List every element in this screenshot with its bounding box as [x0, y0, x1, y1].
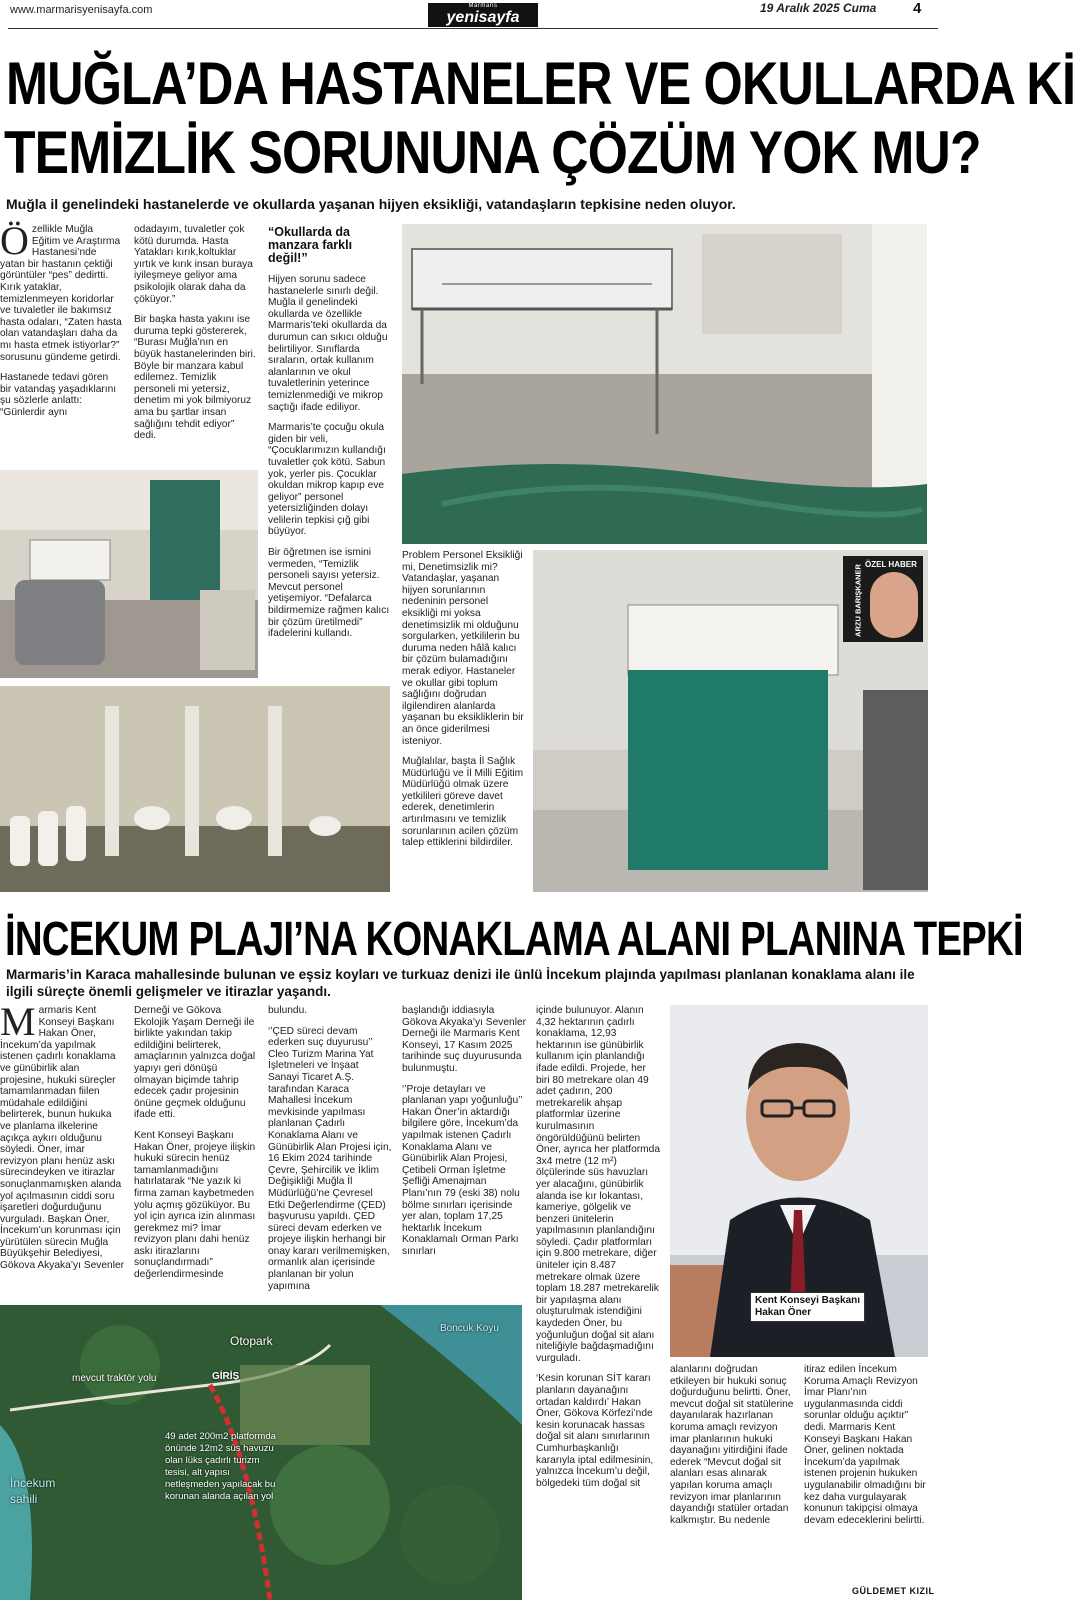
- article2-author-credit: GÜLDEMET KIZIL: [852, 1586, 935, 1596]
- article2-col3: [268, 1005, 392, 1301]
- article2-col3-p2: ‘’ÇED süreci devam ederken suç duyurusu’’ Cleo Turizm Marina Yat İşletmeleri ve İnşaat Sanayi Ticaret A.Ş. tarafından Karaca Mahallesi İncekum mevkisinde yapılması planlanan Çadırlı Konaklama Alanı ve Günübirlik Alan Projesi için, 16 Ekim 2024 tarihinde Çevre, Şehircilik ve İklim Değişikliği Muğla İl Müdürlüğü’ne Çevresel Etki Değerlendirme (ÇED) başvurusu yapıldı. ÇED süreci devam ederken ve projeye ilişkin herhangi bir onay kararı verilmemişken, ormanlık alan içerisinde planlanan bir yolun yapımına: [268, 1025, 392, 1292]
- article1-col2: [134, 224, 258, 451]
- article1-col3-p2: Marmaris’te çocuğu okula giden bir veli, “Çocuklarımızın kullandığı tuvaletler çok kötü. Sabun yok, yerler pis. Çocuklar okuldan mikrop kapıp eve geliyor” personel yetersizliğinden dolayı velilerin tepkisi çığ gibi büyüyor.: [268, 422, 386, 538]
- dropcap-m: M: [0, 999, 36, 1044]
- page-number: 4: [913, 0, 922, 17]
- author-badge: [843, 556, 923, 642]
- hospital-room-illustration: [0, 470, 258, 678]
- article1-col4: [402, 550, 526, 858]
- article1-col4-p2: Muğlalılar, başta İl Sağlık Müdürlüğü ve İl Milli Eğitim Müdürlüğü olmak üzere yetkilileri göreve davet ederek, denetimlerin artırılmasını ve temizlik sorunlarının acilen çözüm talep ettiklerini bildirdiler.: [402, 756, 524, 849]
- article1-col1: [0, 218, 122, 428]
- issue-date: 19 Aralık 2025 Cuma: [760, 1, 877, 15]
- article1-col1-p1: zellikle Muğla Eğitim ve Araştırma Hastanesi’nde yatan bir hastanın çektiği görüntüler “pes” dedirtti. Kırık yataklar, temizlenmeyen koridorlar ve tuvaletler ile bakımsız hasta odaları, “Zaten hasta olan vatandaşları daha da mı hasta etmek istiyorlar?” sorusunu gündeme getirdi.: [0, 224, 122, 363]
- article1-col4-p1: Problem Personel Eksikliği mi, Denetimsizlik mi?Vatandaşlar, yaşanan hijyen sorunlarının nedeninin personel eksikliği mi yoksa denetimsizlik mi olduğunu sorgularken, yetkililerin bu duruma neden hâlâ kalıcı bir çözüm bulamadığını merak ediyor. Hastaneler ve okullar gibi toplum sağlığını doğrudan ilgilendiren alanlarda yaşanan bu eksikliklerin bir an önce giderilmesi isteniyor.: [402, 550, 524, 747]
- map-label-giris: GİRİŞ: [212, 1371, 240, 1382]
- article1-col3: [268, 226, 392, 649]
- toilets-illustration: [0, 686, 390, 892]
- map-label-plan-note: 49 adet 200m2 platformda önünde 12m2 süs havuzu olan lüks çadırlı turizm tesisi, alt yapısı netleşmeden yapılacak bu korunan alanda açılan yol: [165, 1431, 276, 1502]
- article1-headline-line2: TEMİZLİK SORUNUNA ÇÖZÜM YOK MU?: [4, 119, 981, 186]
- author-tag: ÖZEL HABER: [865, 560, 917, 569]
- article2-col6: [670, 1364, 794, 1535]
- article1-col3-p1: Hijyen sorunu sadece hastanelerle sınırlı değil. Muğla il genelindeki okullarda ve özellikle Marmaris’teki okullarda da durumun can sıkıcı olduğu belirtiliyor. Sınıflarda sıraların, ortak kullanım alanlarının ve okul tuvaletlerinin yeterince temizlenmediği ve mikrop saçtığı ifade ediliyor.: [268, 274, 388, 413]
- dropcap-o: Ö: [0, 218, 29, 263]
- hospital-bed-illustration: [402, 224, 927, 544]
- article2-col7-text: itiraz edilen İncekum Koruma Amaçlı Revizyon İmar Planı’nın uygulanmasında ciddi sorunlar olduğu açıktır” dedi. Marmaris Kent Konseyi Başkanı Hakan Öner, gelinen noktada İncekum’da yapılmak istenen projenin hukuken uygulanabilir olmadığını bir kez daha vurgulayarak konunun takipçisi olmaya devam edeceklerini belirtti.: [804, 1364, 926, 1526]
- article2-col7: [804, 1364, 928, 1535]
- article2-col5-p2: ‘Kesin korunan SİT kararı planların dayanağını ortadan kaldırdı’ Hakan Öner, Gökova Körfezi’nde kesin korunacak hassas doğal sit alanı sınırlarının Cumhurbaşkanlığı kararıyla iptal edilmesinin, yalnızca İncekum’u değil, bölgedeki tüm doğal sit: [536, 1373, 654, 1489]
- article2-col5: [536, 1005, 660, 1498]
- portrait-caption-line1: Kent Konseyi Başkanı: [755, 1295, 861, 1306]
- article1-col1-p2: Hastanede tedavi gören bir vatandaş yaşadıklarını şu sözlerle anlattı: “Günlerdir aynı: [0, 372, 117, 418]
- photo-hakan-oner: [670, 1005, 928, 1357]
- photo-hospital-bed: [402, 224, 927, 544]
- portrait-caption-line2: Hakan Öner: [755, 1307, 812, 1318]
- photo-hospital-room: [0, 470, 258, 678]
- article1-col2-p1: odadayım, tuvaletler çok kötü durumda. Hasta Yatakları kırık,koltuklar yırtık ve kırık insan buraya iyileşmeye geliyor ama psikolojik olarak daha da çöküyor.”: [134, 224, 253, 305]
- map-label-incekum: İncekum sahili: [10, 1476, 56, 1506]
- article1-headline-line1: MUĞLA’DA HASTANELER VE OKULLARDA Kİ: [6, 50, 1075, 117]
- article1-col2-p2: Bir başka hasta yakını ise duruma tepki göstererek, “Burası Muğla’nın en büyük hastanelerinden biri. Böyle bir manzara kabul edilemez. Temizlik personeli mi yetersiz, denetim mi yok bilmiyoruz ama bu şartlar insan sağlığını tehdit ediyor” dedi.: [134, 314, 256, 442]
- photo-aerial-map: [0, 1305, 522, 1600]
- article2-col2-p1: Derneği ve Gökova Ekolojik Yaşam Derneği ile birlikte yakından takip edildiğini belirterek, amaçlarının yalnızca doğal yapıyı geri dönüşü olmayan biçimde tahrip edecek çadır projesinin önüne geçmek olduğunu ifade etti.: [134, 1005, 256, 1121]
- header-divider: [8, 28, 938, 29]
- article2-headline: İNCEKUM PLAJI’NA KONAKLAMA ALANI PLANINA TEPKİ: [5, 913, 1023, 966]
- article2-col4: [402, 1005, 526, 1266]
- article2-subtitle: Marmaris’in Karaca mahallesinde bulunan ve eşsiz koyları ve turkuaz denizi ile ünlü İncekum plajında yapılması planlanan konaklama alanı ile ilgili süreçte önemli gelişmeler ve itirazlar yaşandı.: [6, 967, 915, 999]
- article2-col1: [0, 999, 125, 1281]
- photo-school-toilets: [0, 686, 390, 892]
- article2-col2: [134, 1005, 258, 1290]
- logo-big-text: yenisayfa: [446, 9, 520, 26]
- logo-small-text: Marmaris: [468, 3, 498, 9]
- article1-col3-subhead: “Okullarda da manzara farklı değil!”: [268, 225, 353, 265]
- article2-col5-p1: içinde bulunuyor. Alanın 4,32 hektarının çadırlı konaklama, 12,93 hektarının ise günübirlik kullanım için planlandığı ifade edildi. Projede, her biri 80 metrekare olan 49 adet çadırın, 200 metrekarelik ahşap platformlar üzerine kurulmasının öngörüldüğünü belirten Öner, ayrıca her platformda 3x4 metre (12 m²) ölçülerinde süs havuzları yer alacağını, günübirlik alanda ise kır lokantası, kameriye, gölgelik ve benzeri ünitelerin yapılmasının planlandığını söyledi. Çadır platformları için 9.800 metrekare, diğer üniteler için 8.487 metrekare olmak üzere toplam 18.287 metrekarelik bir yapılaşma alanı oluşturulmak istendiğini kaydeden Öner, bu yoğunluğun doğal sit alanı niteliğiyle bağdaşmadığını vurguladı.: [536, 1005, 661, 1364]
- website-url[interactable]: www.marmarisyenisayfa.com: [10, 4, 153, 16]
- article2-col2-p2: Kent Konseyi Başkanı Hakan Öner, projeye ilişkin hukuki sürecin henüz tamamlanmadığını hatırlatarak “Ne yazık ki firma zaman kaybetmeden yolu açmış gözüküyor. Bu yol için ayrıca izin alınması gerekmez mi? İmar revizyon planı dahi henüz askı itirazlarını sonuçlandırmadı” değerlendirmesinde: [134, 1129, 256, 1281]
- article2-col1-text: armaris Kent Konseyi Başkanı Hakan Öner, İncekum’da yapılmak istenen çadırlı konaklama ve günübirlik alan projesine, hukuki süreçler tamamlanmadan fiilen müdahale edildiğini belirterek, bunun hukuka ve planlama ilkelerine açıkça aykırı olduğunu söyledi. Öner, imar revizyon planı henüz askı sürecindeyken ve itirazlar sonuçlanmamışken alanda yol açılmasının ciddi soru işaretleri doğurduğunu vurguladı. Başkan Öner, İncekum’un korunması için yürütülen sürecin Muğla Büyükşehir Belediyesi, Gökova Akyaka’yı Sevenler: [0, 1005, 125, 1272]
- map-label-traktor: mevcut traktör yolu: [72, 1373, 157, 1384]
- article1-col3-p3: Bir öğretmen ise ismini vermeden, “Temizlik personeli sayısı yetersiz. Mevcut personel yetişemiyor. “Defalarca bildirmemize rağmen kalıcı bir çözüm üretilmedi” ifadelerini kullandı.: [268, 547, 390, 640]
- article2-col4-p2: ‘’Proje detayları ve planlanan yapı yoğunluğu’’ Hakan Öner’in aktardığı bilgilere göre, İncekum’da yapılmak istenen Çadırlı Konaklama Alanı ve Günübirlik Alan Projesi, Çetibeli Orman İşletme Şefliği Amenajman Planı’nın 79 (eski 38) nolu bölme sınırları içerisinde yer alan, toplam 17,25 hektarlık İncekum Konaklamalı Orman Parkı sınırları: [402, 1083, 523, 1257]
- newspaper-logo: [428, 3, 538, 27]
- article2-col3-p1: bulundu.: [268, 1005, 308, 1016]
- article2-col4-p1: başlandığı iddiasıyla Gökova Akyaka’yı Sevenler Derneği ile Marmaris Kent Konseyi, 17 Kasım 2025 tarihinde suç duyurusunda bulunmuştu.: [402, 1005, 527, 1074]
- article1-subtitle: Muğla il genelindeki hastanelerde ve okullarda yaşanan hijyen eksikliği, vatandaşların tepkisine neden oluyor.: [6, 196, 736, 212]
- map-label-boncuk: Boncuk Koyu: [440, 1323, 499, 1334]
- map-label-otopark: Otopark: [230, 1334, 273, 1348]
- author-portrait: [870, 572, 918, 638]
- article2-col6-text: alanlarını doğrudan etkileyen bir hukuki sonuç doğurduğunu belirtti. Öner, mevcut doğal sit statülerine dayanılarak hazırlanan koruma amaçlı revizyon imar planlarının hukuki dayanağını yitirdiğini ifade ederek “Mevcut doğal sit alanları esas alınarak yapılan koruma amaçlı revizyon imar planlarının dayandığı statüler ortadan kalkmıştır. Bu nedenle: [670, 1364, 794, 1526]
- author-name: ARZU BARIŞKANER: [853, 564, 863, 637]
- portrait-caption: [750, 1292, 865, 1322]
